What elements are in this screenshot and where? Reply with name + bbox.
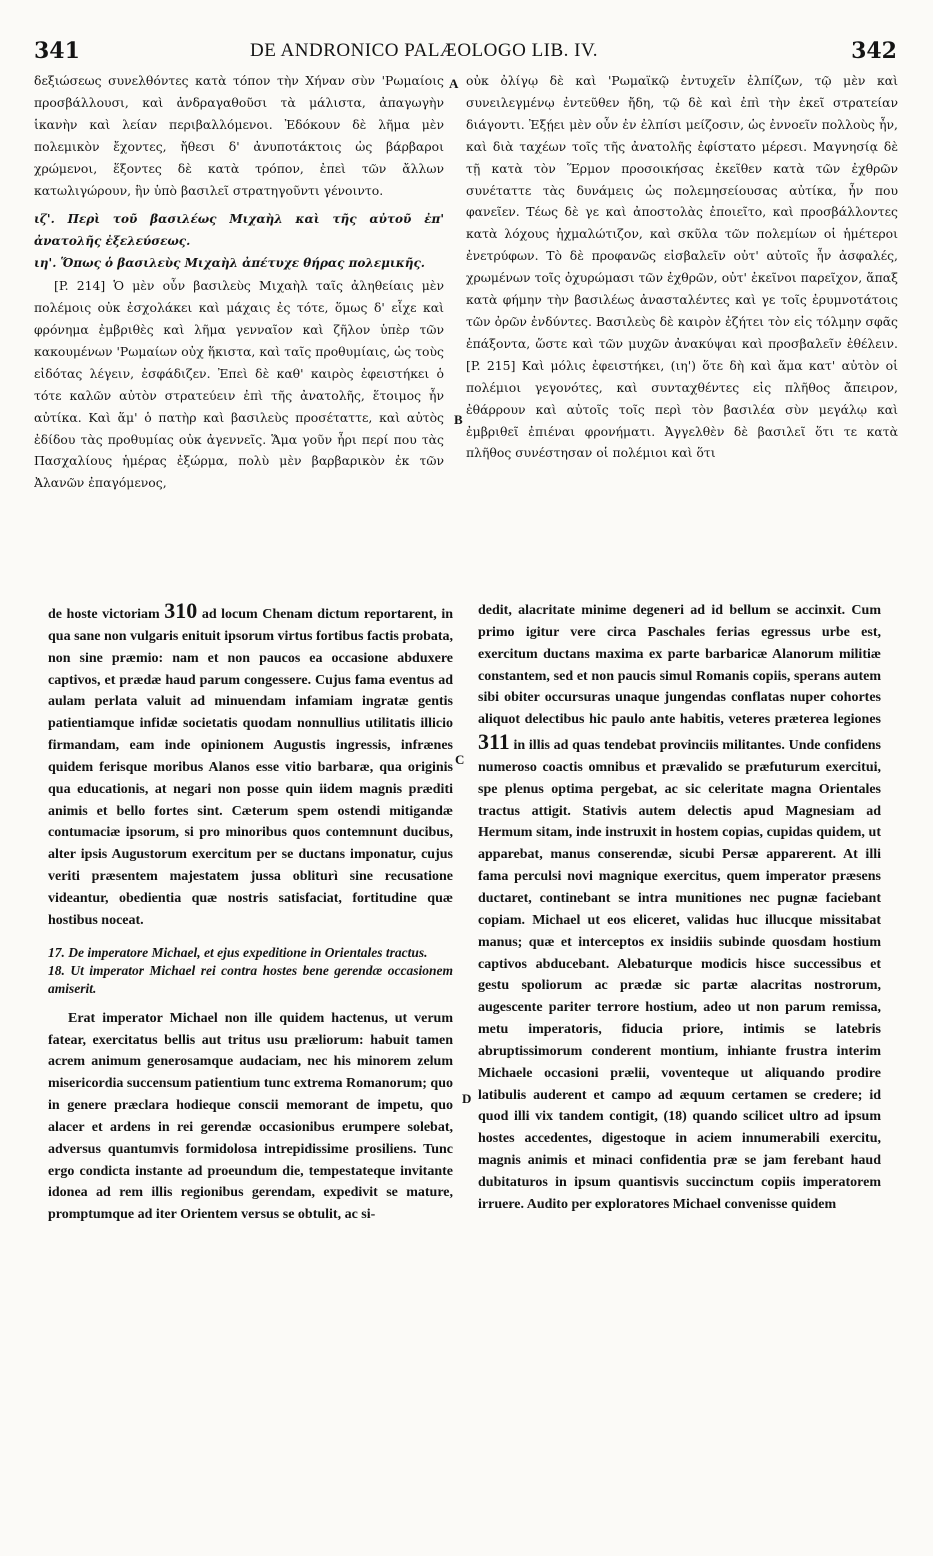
latin-right-para1-rest: in illis ad quas tendebat provinciis militantes. Unde confidens numeroso coactis omnibus et prævalido se præfuturum exercitui, spe plenus optima pergebat, ac sic celeritate magna Orientales tractus attigit. Stativis autem delectis apud Magnesiam ad Hermum sitam, inde instruxit in hostem copias, cupidas quidem, ut apparebat, manus conserendæ, sicubi Persæ apparerent. At illi fama perculsi novi magnique exercitus, quem imperator præsens ductaret, continebant se intra munitiones nec pugnæ faciebant copiam. Michael ut eos eliceret, validas huc illucque missitabat manus; quæ et interceptos ex insidiis subinde quosdam hostium captivos abducebant. Alebaturque modicis hisce successibus et gestu spoliorum ac prædæ sic partæ alacritas nostrorum, augescente pariter terrore hostium, adeo ut non parum remissa, metu imperatoris, fiducia priore, intimis se latebris abruptissimorum conderent montium, inhiante frustra interim Michaele occasioni prælii, voventeque ut aliquando prodire latibulis auderent et campo ad æquum certamen se credere; id quod illi vix tandem contigit, (18) quando scilicet ultro ad ipsum hostes accedentes, digestoque in aciem innumerabili exercitu, magnis animis et minaci confidentia præ se jam ferebant haud dubitaturos in ipsum quantisvis succinctum copiis imperatorem irruere. Audito per exploratores Michael convenisse quidem [478, 738, 881, 1212]
greek-heading-17: ιζ'. Περὶ τοῦ βασιλέως Μιχαὴλ καὶ τῆς αὐτοῦ ἐπ' ἀνατολῆς ἐξελεύσεως. [34, 212, 444, 249]
latin-right-para1-start: dedit, alacritate minime degeneri ad id bellum se accinxit. Cum primo igitur vere circa Paschales ferias egressus urbe est, exercitum ductans maxima ex parte barbaricæ Alanorum militiæ constantem, sed et non paucis simul Romanis copiis, sperans autem sibi obiter occursuras unaque jungendas conflatas nuper cohortes aliquot delectibus hic paulo ante habitis, veteres præterea legiones [478, 603, 881, 728]
latin-left-para1-start: de hoste victoriam [48, 607, 160, 622]
margin-letter-d: D [462, 1091, 472, 1106]
latin-left-paragraph-2: Erat imperator Michael non ille quidem hactenus, ut verum fatear, exercitatus bellis aut tritus usu præliorum: habuit tamen acrem animum generosamque audaciam, nec his minorem zelum misericordia succensum patientium tunc extrema Romanorum; quo in genere præclara hodieque conscii memorant de impetu, quo alacer et ardens in rei gerendæ occasionibus erumpere solebat, adversus quantumvis formidolosa intrepidissime prosiliens. Tunc ergo condicta instante ad proeundum die, tempestateque invitante idonea ad rem illis regionibus gerendam, expedivit se mature, promptumque ad iter Orientem versus se obtulit, ac si- [48, 1010, 453, 1223]
margin-letter-b: B [454, 412, 463, 427]
margin-letter-c: C [455, 752, 465, 767]
greek-left-paragraph-2: [P. 214] Ὁ μὲν οὖν βασιλεὺς Μιχαὴλ ταῖς ἀληθείαις μὲν πολέμοις οὐκ ἐσχολάκει καὶ μάχαις ἐς τότε, ὅμως δ' εἶχε καὶ φρόνημα ἐμβριθὲς καὶ λῆμα γενναῖον καὶ ζῆλον ὑπὲρ τῶν κακουμένων 'Ρωμαίων οὐχ ἥκιστα, καὶ ταῖς προθυμίαις, ὡς τοὺς εἰδότας λέγειν, ἐσφάδιζεν. Ἐπεὶ δὲ καθ' καιρὸς ἐφειστήκει ὁ τότε καλῶν αὐτὸν στρατεύειν ἐπὶ τῆς ἀνατολῆς, ἕτοιμος ἦν αὐτίκα. Καὶ ἅμ' ὁ πατὴρ καὶ βασιλεὺς προσέταττε, καὶ αὐτὸς ἐδίδου τὰς προθυμίας οὐκ ἀγεννεῖς. Ἅμα γοῦν ἦρι περί που τὰς Πασχαλίους ἡμέρας ἐξώρμα, πολὺ μὲν βαρβαρικὸν ἐκ τῶν Ἀλανῶν ἐπαγόμενος, [34, 278, 444, 491]
latin-heading-18: 18. Ut imperator Michael rei contra hostes bene gerendæ occasionem amiserit. [48, 962, 453, 996]
latin-right-column [478, 600, 881, 1540]
page-marker-310: 310 [164, 600, 198, 623]
running-title: DE ANDRONICO PALÆOLOGO LIB. IV. [250, 40, 599, 61]
greek-heading-18: ιη'. Ὅπως ὁ βασιλεὺς Μιχαὴλ ἀπέτυχε θήρας πολεμικῆς. [34, 256, 425, 271]
greek-right-column [466, 70, 898, 580]
greek-right-paragraph-1: οὐκ ὀλίγῳ δὲ καὶ 'Ρωμαϊκῷ ἐντυχεῖν ἐλπίζων, τῷ μὲν καὶ συνειλεγμένῳ ἐντεῦθεν ἤδη, τῷ δὲ καὶ ἐπὶ τὴν ἐκεῖ στρατείαν διάγοντι. Ἐξῄει μὲν οὖν ἐν ἐλπίσι μείζοσιν, ὡς ἐννοεῖν πολλοὺς ἦν, καὶ διὰ ταχέων τοῖς τῆς ἀνατολῆς ἐφίστατο μέρεσι. Μαγνησίᾳ δὲ τῇ κατὰ τὸν Ἕρμον προσοικήσας ἐκεῖθεν κατὰ τῶν ἐχθρῶν συνέταττε τὰς δυνάμεις ὡς πολεμησείουσας αὐτίκα, ἦν που φανεῖεν. Τέως δὲ γε καὶ ἀποστολὰς ἐποιεῖτο, καὶ προσβάλλοντες κατὰ λόχους ἠχμαλώτιζον, καὶ σκῦλα τῶν πολεμίων οἱ ἡμέτεροι ἐνετρύφων. Τὸ δὲ προφανῶς εἰσβαλεῖν οὐτ' αὐτοῖς ἦν ἀσφαλές, χρωμένων τοῖς ὀχυρώμασι τῶν ἐχθρῶν, οὐτ' ἐκεῖνοι παρεῖχον, ἅπαξ κατὰ φήμην τὴν βασιλέως ἀνασταλέντες καὶ γε τοῖς ἐρυμνοτάτοις τῶν ὀρῶν ἐνδύντες. Βασιλεὺς δὲ καιρὸν ἐζήτει τὸν εἰς τόλμην σφᾶς ἐπάξοντα, ὥστε καὶ τῶν μυχῶν ἀνακύψαι καὶ προσβαλεῖν ἐθέλειν. [P. 215] Καὶ μόλις ἐφειστήκει, (ιη') ὅτε δὴ καὶ ἅμα κατ' αὐτὸν οἱ πολέμιοι γεγονότες, καὶ συνταχθέντες εἰς πλῆθος ἄπειρον, ἐθάρρουν καὶ αὐτοῖς τοῖς περὶ τὸν βασιλέα σὺν μεγάλῳ καὶ ἐμβριθεῖ ἐπιέναι φρονήματι. Ἀγγελθὲν δὲ βασιλεῖ ὅτι τε κατὰ πλῆθος συνέστησαν οἱ πολέμιοι καὶ ὅτι [466, 73, 898, 461]
page-header [0, 38, 933, 68]
page-marker-311: 311 [478, 729, 510, 755]
margin-letter-a: A [449, 76, 459, 91]
latin-left-para1-rest: ad locum Chenam dictum reportarent, in qua sane non vulgaris enituit ipsorum virtus fortibus factis probata, non sine præmio: nam et non paucos ea occasione abduxere captivos, et prædæ haud parum congessere. Cujus fama eventus ad aulam perlata valuit ad minuendam infamiam ingratæ gentis patientiamque infidæ societatis quodam nonnullius utilitatis illicio firmandam, eam inde opinionem Augustis ingressis, infrænes quidem ferisque moribus Alanos esse vitio barbaræ, qua originis qua educationis, at negari non posse quin iidem magnis præditi animis et bello fortes sint. Cæterum spem ostendi mitigandæ contumaciæ ipsorum, si pro minoribus quos contemnunt ducibus, alter ipsis Augustorum exercitum per se ductans imponatur, cujus veriti præsentem majestatem jussa obliturì sine recusatione videantur, obedientia quæ nostris satisfaciat, fortitudine quæ hostibus noceat. [48, 607, 453, 928]
greek-left-column [34, 70, 444, 580]
greek-left-paragraph-1: δεξιώσεως συνελθόντες κατὰ τόπον τὴν Χήναν σὺν 'Ρωμαίοις προσβάλλουσι, καὶ ἀνδραγαθοῦσι τὰ μάλιστα, ἀπαγωγὴν ἱκανὴν καὶ λείαν περιβαλλόμενοι. Ἐδόκουν δὲ λῆμα μὲν πολεμικὸν ἔχοντες, ἤθεσι δ' ἀνυποτάκτοις ὡς βάρβαροι χρώμενοι, ἕξοντες δὲ κατὰ τρόπον, ἐπεὶ τῶν ἄλλων κατωλιγώρουν, ἣν ὑπὸ βασιλεῖ στρατηγοῦντι γένοιντο. [34, 73, 444, 198]
page-number-right: 342 [851, 38, 897, 64]
latin-heading-17: 17. De imperatore Michael, et ejus expeditione in Orientales tractus. [48, 944, 428, 960]
page-number-left: 341 [34, 38, 80, 64]
latin-left-column [48, 600, 453, 1540]
